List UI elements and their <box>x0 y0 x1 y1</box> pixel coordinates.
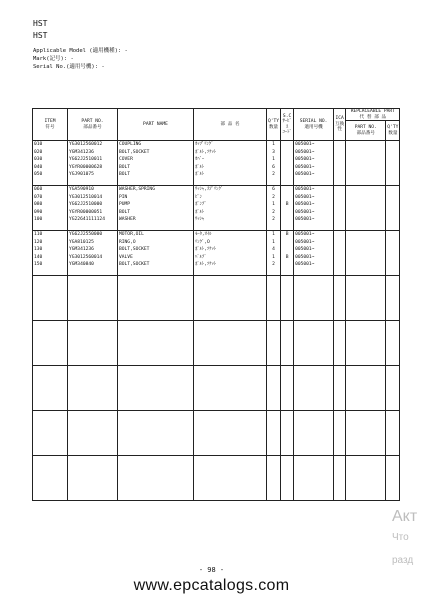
item-value: 010 <box>34 142 43 147</box>
qty-value: 1 <box>272 239 275 245</box>
item-value: 080 <box>34 202 43 208</box>
cell-item <box>33 456 68 501</box>
cell-part-no <box>68 456 118 501</box>
cell-repl-part-no <box>346 231 386 276</box>
table-row-group <box>33 321 400 366</box>
col-item: ITEM 符号 <box>33 109 68 141</box>
serial-no-value: 005001~ <box>295 209 315 215</box>
cell-item <box>33 276 68 321</box>
item-value: 020 <box>34 149 43 155</box>
table-row-group <box>33 411 400 456</box>
cell-serial-no <box>294 231 334 276</box>
jp-name-value: ﾎﾞﾙﾄ,ｿｹｯﾄ <box>195 262 217 268</box>
cell-service-code <box>281 456 294 501</box>
col-part-name: PART NAME <box>118 109 194 141</box>
cell-item <box>33 411 68 456</box>
table-row-group <box>33 231 400 276</box>
part-no-value: YGM341236 <box>69 149 94 155</box>
service-code-value <box>282 156 292 164</box>
service-code-value <box>282 164 292 172</box>
parts-table <box>32 108 400 501</box>
cell-jp-name <box>194 366 267 411</box>
cell-service-code <box>281 141 294 186</box>
cell-repl-part-no <box>346 321 386 366</box>
col-repl-part-no: PART NO. 部品番号 <box>346 121 386 141</box>
serial-no-value: 005001~ <box>295 239 315 245</box>
qty-value: 1 <box>272 254 275 260</box>
qty-value: 1 <box>272 157 275 163</box>
section-title: HST <box>33 19 48 28</box>
cell-serial-no <box>294 276 334 321</box>
cell-item <box>33 321 68 366</box>
service-code-value <box>282 149 292 157</box>
table-row-group <box>33 366 400 411</box>
col-service-code: S.C ｻｰﾋﾞ ｽ ｺｰﾄﾞ <box>281 109 294 141</box>
jp-name-value: ｶｯﾌﾟﾘﾝｸﾞ <box>195 142 214 147</box>
cell-jp-name <box>194 276 267 321</box>
jp-name-value: ﾎﾞﾙﾄ <box>195 172 205 178</box>
cell-jp-name <box>194 186 267 231</box>
cell-qty <box>267 231 281 276</box>
item-value: 120 <box>34 239 43 245</box>
cell-service-code <box>281 276 294 321</box>
section-subtitle: HST <box>33 31 48 40</box>
jp-name-value: ﾋﾟﾝ <box>195 194 202 200</box>
col-jp-name: 部 品 名 <box>194 109 267 141</box>
part-no-value: YGA810125 <box>69 239 94 245</box>
cell-repl-qty <box>386 366 400 411</box>
item-value: 040 <box>34 164 43 170</box>
cell-part-name <box>118 186 194 231</box>
cell-service-code <box>281 186 294 231</box>
service-code-value: B <box>285 202 289 208</box>
part-name-value: BOLT <box>119 172 131 178</box>
cell-repl-qty <box>386 456 400 501</box>
part-no-value: YGJ901075 <box>69 172 94 178</box>
cell-ica <box>334 141 346 186</box>
service-code-value <box>282 261 292 269</box>
cell-repl-part-no <box>346 411 386 456</box>
part-no-value: YGM341236 <box>69 247 94 253</box>
col-repl-qty: Q'TY 数量 <box>386 121 400 141</box>
serial-no-value: 005001~ <box>295 149 315 155</box>
cell-serial-no <box>294 456 334 501</box>
item-value: 050 <box>34 172 43 178</box>
table-row-group <box>33 456 400 501</box>
cell-ica <box>334 276 346 321</box>
cell-repl-part-no <box>346 456 386 501</box>
jp-name-value: ﾜｯｼｬ,ｽﾌﾟﾘﾝｸﾞ <box>195 187 224 192</box>
jp-name-value: ｶﾊﾞｰ <box>195 157 205 163</box>
activation-watermark-line3: разд <box>392 555 414 566</box>
qty-value: 6 <box>272 164 275 170</box>
cell-part-name <box>118 366 194 411</box>
cell-ica <box>334 231 346 276</box>
cell-service-code <box>281 321 294 366</box>
serial-no-value: 005001~ <box>295 172 315 178</box>
serial-no-value: 005001~ <box>295 262 315 268</box>
part-name-value: PIN <box>119 194 128 200</box>
jp-name-value: ﾎﾟﾝﾌﾟ <box>195 202 207 208</box>
cell-repl-part-no <box>346 276 386 321</box>
cell-part-no <box>68 276 118 321</box>
cell-serial-no <box>294 186 334 231</box>
qty-value: 2 <box>272 194 275 200</box>
item-value: 060 <box>34 187 43 192</box>
cell-jp-name <box>194 231 267 276</box>
cell-part-no <box>68 141 118 186</box>
cell-qty <box>267 366 281 411</box>
part-name-value: BOLT,SOCKET <box>119 262 150 268</box>
cell-part-no <box>68 186 118 231</box>
serial-no-value: 005001~ <box>295 202 315 208</box>
jp-name-value: ﾎﾞﾙﾄ,ｿｹｯﾄ <box>195 247 217 253</box>
cell-repl-part-no <box>346 186 386 231</box>
cell-qty <box>267 141 281 186</box>
cell-ica <box>334 456 346 501</box>
cell-repl-qty <box>386 321 400 366</box>
site-brand[interactable]: www.epcatalogs.com <box>133 577 290 594</box>
cell-part-name <box>118 141 194 186</box>
part-no-value: YG3012510014 <box>69 194 103 200</box>
table-row-group <box>33 186 400 231</box>
service-code-value: B <box>285 232 289 237</box>
qty-value: 6 <box>272 187 275 192</box>
jp-name-value: ﾊﾞﾙﾌﾞ <box>195 254 207 260</box>
col-ica: ICA 互換 性 <box>334 109 346 141</box>
cell-repl-qty <box>386 231 400 276</box>
qty-value: 2 <box>272 172 275 178</box>
serial-no-value: 005001~ <box>295 194 315 200</box>
cell-ica <box>334 366 346 411</box>
service-code-value <box>282 194 292 202</box>
cell-item <box>33 186 68 231</box>
serial-no-value: 005001~ <box>295 187 315 192</box>
activation-watermark-line2: Что <box>392 532 409 543</box>
part-name-value: VALVE <box>119 254 133 260</box>
serial-no-value: 005001~ <box>295 247 315 253</box>
mark-field: Mark(記号): - <box>33 56 74 62</box>
cell-serial-no <box>294 366 334 411</box>
serial-no-value: 005001~ <box>295 157 315 163</box>
item-value: 030 <box>34 157 43 163</box>
serial-no-value: 005001~ <box>295 217 315 223</box>
cell-service-code <box>281 366 294 411</box>
cell-serial-no <box>294 321 334 366</box>
qty-value: 3 <box>272 149 275 155</box>
cell-part-name <box>118 231 194 276</box>
item-value: 070 <box>34 194 43 200</box>
col-qty: Q'TY 数量 <box>267 109 281 141</box>
cell-repl-qty <box>386 276 400 321</box>
qty-value: 1 <box>272 202 275 208</box>
serial-no-value: 005001~ <box>295 232 315 237</box>
cell-repl-part-no <box>346 141 386 186</box>
jp-name-value: ﾎﾞﾙﾄ <box>195 164 205 170</box>
cell-part-name <box>118 276 194 321</box>
item-value: 110 <box>34 232 43 237</box>
cell-qty <box>267 186 281 231</box>
jp-name-value: ﾎﾞﾙﾄ <box>195 209 205 215</box>
part-no-value: YG62J2510000 <box>69 202 103 208</box>
service-code-value: B <box>285 254 289 260</box>
table-row-group <box>33 141 400 186</box>
cell-qty <box>267 456 281 501</box>
part-name-value: MOTOR,OIL <box>119 232 144 237</box>
cell-ica <box>334 321 346 366</box>
serial-no-value: 005001~ <box>295 254 315 260</box>
item-value: 100 <box>34 217 43 223</box>
cell-part-name <box>118 321 194 366</box>
part-no-value: YG3012560012 <box>69 142 103 147</box>
qty-value: 1 <box>272 142 275 147</box>
jp-name-value: ﾓｰﾀ,ｵｲﾙ <box>195 232 212 237</box>
part-no-value: YG3012560014 <box>69 254 103 260</box>
serial-no-value: 005001~ <box>295 164 315 170</box>
cell-repl-qty <box>386 141 400 186</box>
part-name-value: COVER <box>119 157 133 163</box>
cell-serial-no <box>294 411 334 456</box>
part-name-value: BOLT <box>119 164 131 170</box>
item-value: 140 <box>34 254 43 260</box>
service-code-value <box>282 141 292 149</box>
cell-qty <box>267 321 281 366</box>
serial-field: Serial No.(適用号機): - <box>33 64 105 70</box>
part-no-value: YG62J2510011 <box>69 157 103 163</box>
part-name-value: BOLT,SOCKET <box>119 149 150 155</box>
part-no-value: YGM340840 <box>69 262 94 268</box>
cell-qty <box>267 411 281 456</box>
item-value: 150 <box>34 262 43 268</box>
cell-item <box>33 366 68 411</box>
part-name-value: RING,O <box>119 239 136 245</box>
cell-part-no <box>68 321 118 366</box>
cell-part-no <box>68 231 118 276</box>
qty-value: 1 <box>272 232 275 237</box>
part-no-value: YG62J2550000 <box>69 232 103 237</box>
col-serial-no: SERIAL NO. 適用号機 <box>294 109 334 141</box>
col-replaceable: REPLACEABLE PART 代 替 部 品 <box>346 109 400 121</box>
cell-part-name <box>118 411 194 456</box>
cell-jp-name <box>194 456 267 501</box>
serial-no-value: 005001~ <box>295 142 315 147</box>
qty-value: 4 <box>272 247 275 253</box>
page-number: - 98 - <box>198 566 225 574</box>
service-code-value <box>282 216 292 224</box>
table-row-group <box>33 276 400 321</box>
jp-name-value: ﾎﾞﾙﾄ,ｿｹｯﾄ <box>195 149 217 155</box>
part-name-value: WASHER,SPRING <box>119 187 155 192</box>
cell-qty <box>267 276 281 321</box>
activation-watermark: Акт <box>392 508 418 525</box>
jp-name-value: ﾘﾝｸﾞ,O <box>195 239 210 245</box>
part-name-value: PUMP <box>119 202 131 208</box>
qty-value: 2 <box>272 217 275 223</box>
service-code-value <box>282 171 292 179</box>
cell-repl-qty <box>386 411 400 456</box>
part-name-value: WASHER <box>119 217 136 223</box>
cell-jp-name <box>194 411 267 456</box>
qty-value: 2 <box>272 262 275 268</box>
part-no-value: YGYR00000051 <box>69 209 103 215</box>
part-no-value: YGA590910 <box>69 187 94 192</box>
cell-part-no <box>68 411 118 456</box>
part-name-value: BOLT <box>119 209 131 215</box>
service-code-value <box>282 209 292 217</box>
item-value: 130 <box>34 247 43 253</box>
cell-ica <box>334 411 346 456</box>
cell-serial-no <box>294 141 334 186</box>
qty-value: 2 <box>272 209 275 215</box>
cell-repl-qty <box>386 186 400 231</box>
cell-jp-name <box>194 321 267 366</box>
cell-service-code <box>281 411 294 456</box>
service-code-value <box>282 186 292 194</box>
cell-jp-name <box>194 141 267 186</box>
service-code-value <box>282 239 292 247</box>
cell-service-code <box>281 231 294 276</box>
jp-name-value: ﾜｯｼｬ <box>195 217 205 223</box>
cell-item <box>33 141 68 186</box>
service-code-value <box>282 246 292 254</box>
cell-part-no <box>68 366 118 411</box>
col-part-no: PART NO. 部品番号 <box>68 109 118 141</box>
cell-repl-part-no <box>346 366 386 411</box>
part-name-value: BOLT,SOCKET <box>119 247 150 253</box>
cell-ica <box>334 186 346 231</box>
applicable-model: Applicable Model (適用機種): - <box>33 48 128 54</box>
item-value: 090 <box>34 209 43 215</box>
cell-part-name <box>118 456 194 501</box>
cell-item <box>33 231 68 276</box>
part-name-value: COUPLING <box>119 142 142 147</box>
part-no-value: YGYR00000628 <box>69 164 103 170</box>
part-no-value: YG22641111124 <box>69 217 105 223</box>
